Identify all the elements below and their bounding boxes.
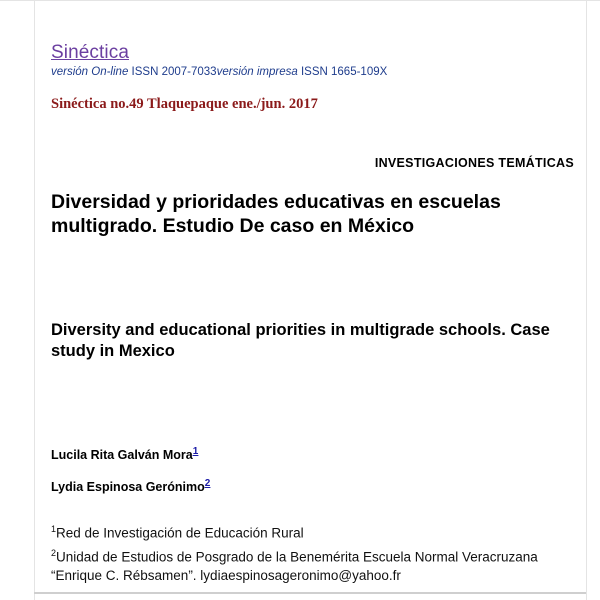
version-online-label: versión On-line — [51, 66, 129, 78]
issue-line: Sinéctica no.49 Tlaquepaque ene./jun. 2017 — [51, 96, 318, 112]
affiliation-text: Red de Investigación de Educación Rural — [56, 525, 304, 541]
article-title-es: Diversidad y prioridades educativas en escuelas multigrado. Estudio De caso en México — [51, 191, 501, 237]
frame-bottom-divider — [34, 592, 586, 594]
journal-title-link[interactable]: Sinéctica — [51, 42, 129, 63]
issn-online: ISSN 2007-7033 — [131, 66, 217, 78]
author-ref-link[interactable]: 1 — [192, 446, 199, 457]
affiliation-1 — [51, 520, 571, 543]
version-print-label: versión impresa — [216, 66, 298, 78]
section-label: INVESTIGACIONES TEMÁTICAS — [374, 156, 574, 170]
affiliation-text: Unidad de Estudios de Posgrado de la Benemérita Escuela Normal Veracruzana “Enrique C. Rébsamen”. lydiaespinosageronimo@yahoo.fr — [51, 549, 538, 583]
affiliation-number: 1 — [51, 524, 57, 534]
issn-print: ISSN 1665-109X — [300, 66, 388, 78]
author-1 — [51, 446, 198, 462]
author-name: Lydia Espinosa Gerónimo — [51, 480, 205, 495]
author-name: Lucila Rita Galván Mora — [51, 448, 193, 463]
article-title-en: Diversity and educational priorities in multigrade schools. Case study in Mexico — [51, 321, 550, 360]
frame-top-border — [0, 0, 600, 1]
frame-left-border — [34, 0, 35, 600]
affiliation-2 — [51, 544, 571, 585]
author-2 — [51, 478, 210, 494]
affiliation-number: 2 — [51, 548, 57, 558]
issn-line — [51, 66, 387, 78]
frame-right-border — [586, 0, 587, 600]
author-ref-link[interactable]: 2 — [204, 478, 211, 489]
